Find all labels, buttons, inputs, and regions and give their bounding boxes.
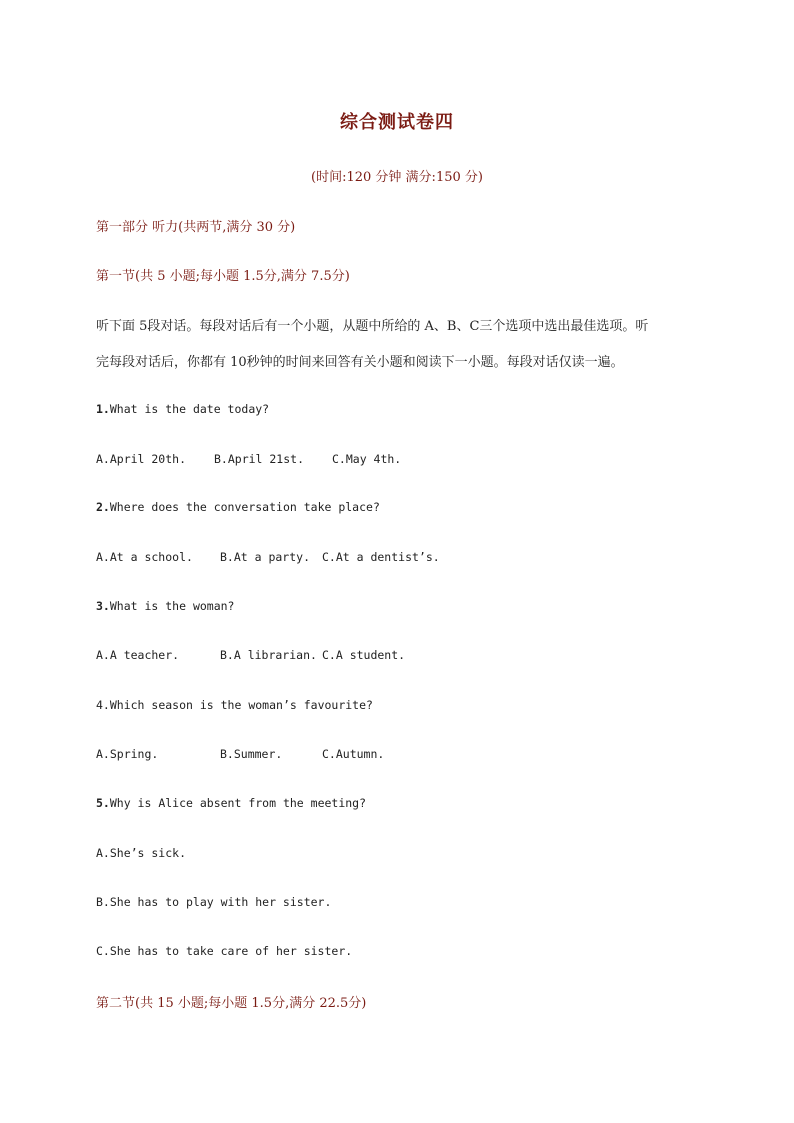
- question-5: [96, 796, 366, 810]
- question-5-option-b: B.She has to play with her sister.: [96, 895, 332, 909]
- question-number: 4.: [96, 698, 110, 712]
- option-c: C.May 4th.: [332, 452, 402, 466]
- option-c: C.A student.: [322, 648, 406, 662]
- question-number: 2.: [96, 500, 110, 514]
- question-2: [96, 500, 380, 514]
- option-c: C.At a dentist’s.: [322, 550, 440, 564]
- question-5-option-a: A.She’s sick.: [96, 846, 187, 860]
- question-number: 1.: [96, 402, 110, 416]
- section-two-heading: 第二节(共 15 小题;每小题 1.5分,满分 22.5分): [96, 996, 367, 1011]
- question-number: 3.: [96, 599, 110, 613]
- question-5-option-c: C.She has to take care of her sister.: [96, 944, 353, 958]
- option-b: B.At a party.: [220, 550, 311, 564]
- question-number: 5.: [96, 796, 110, 810]
- option-a: A.At a school.: [96, 550, 193, 564]
- question-1: [96, 402, 269, 416]
- option-a: A.A teacher.: [96, 648, 180, 662]
- option-b: B.April 21st.: [214, 452, 305, 466]
- instructions-line-1: 听下面 5段对话。每段对话后有一个小题，从题中所给的 A、B、C三个选项中选出最佳选项。听: [96, 319, 649, 334]
- question-text: Which season is the woman’s favourite?: [109, 698, 373, 712]
- question-text: Why is Alice absent from the meeting?: [109, 796, 367, 810]
- instructions-line-2: 完每段对话后，你都有 10秒钟的时间来回答有关小题和阅读下一小题。每段对话仅读一遍。: [96, 355, 624, 370]
- question-text: What is the date today?: [109, 402, 270, 416]
- option-a: A.Spring.: [96, 747, 159, 761]
- section-one-heading: 第一节(共 5 小题;每小题 1.5分,满分 7.5分): [96, 269, 350, 284]
- option-b: B.A librarian.: [220, 648, 317, 662]
- question-text: What is the woman?: [109, 599, 235, 613]
- part-one-heading: 第一部分 听力(共两节,满分 30 分): [96, 220, 296, 235]
- option-a: A.April 20th.: [96, 452, 187, 466]
- question-text: Where does the conversation take place?: [109, 500, 380, 514]
- exam-time-and-score: (时间:120 分钟 满分:150 分): [311, 170, 483, 185]
- page-title: 综合测试卷四: [340, 112, 454, 133]
- option-b: B.Summer.: [220, 747, 283, 761]
- question-3: [96, 599, 234, 613]
- option-c: C.Autumn.: [322, 747, 385, 761]
- question-4: [96, 698, 373, 712]
